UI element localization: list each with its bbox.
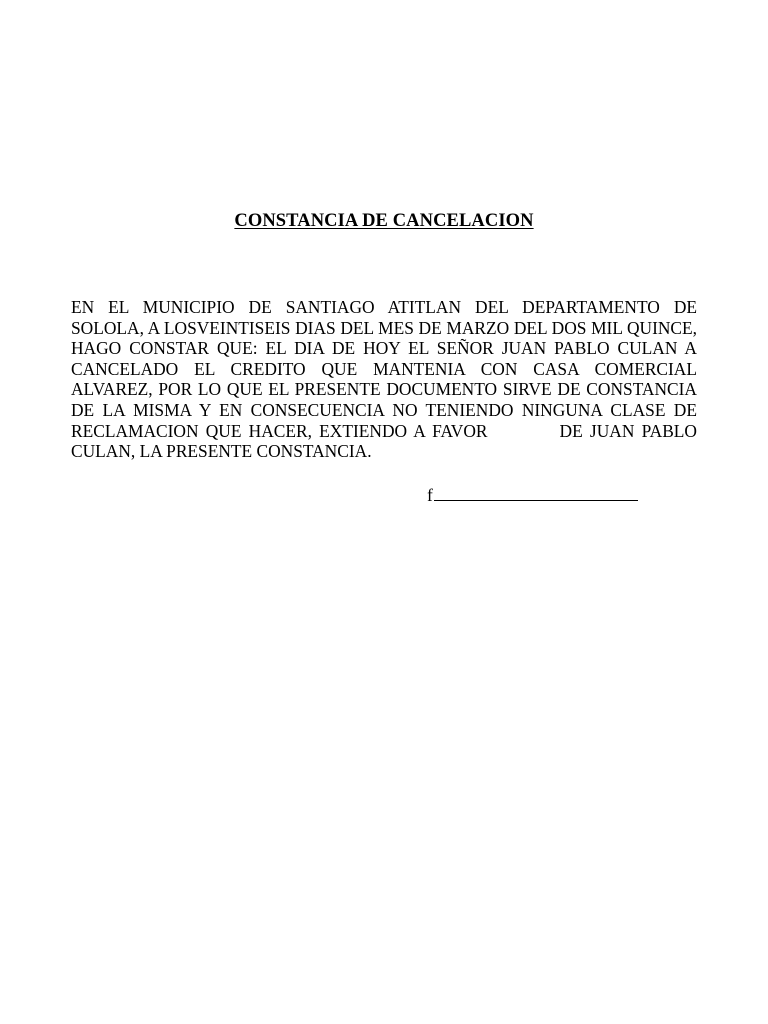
- document-title: CONSTANCIA DE CANCELACION: [234, 211, 534, 231]
- signature-prefix: f: [427, 485, 433, 505]
- signature-line: [434, 484, 638, 501]
- signature-block: [427, 484, 638, 505]
- document-body: EN EL MUNICIPIO DE SANTIAGO ATITLAN DEL DEPARTAMENTO DE SOLOLA, A LOSVEINTISEIS DIAS DEL MES DE MARZO DEL DOS MIL QUINCE, HAGO CONSTAR QUE: EL DIA DE HOY EL SEÑOR JUAN PABLO CULAN A CANCELADO EL CREDITO QUE MANTENIA CON CASA COMERCIAL ALVAREZ, POR LO QUE EL PRESENTE DOCUMENTO SIRVE DE CONSTANCIA DE LA MISMA Y EN CONSECUENCIA NO TENIENDO NINGUNA CLASE DE RECLAMACION QUE HACER, EXTIENDO A FAVOR DE JUAN PABLO CULAN, LA PRESENTE CONSTANCIA.: [71, 297, 702, 462]
